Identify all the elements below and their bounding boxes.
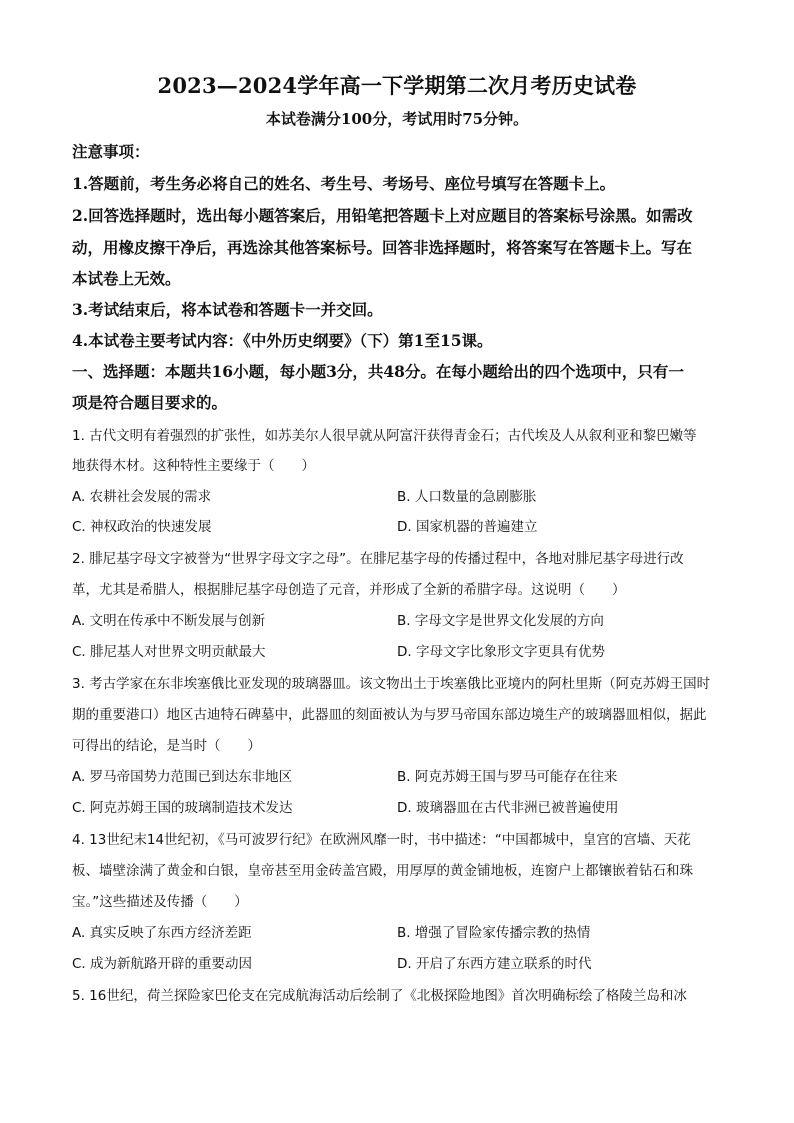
question-2-option-c: C. 腓尼基人对世界文明贡献最大 xyxy=(72,644,266,660)
question-3-line-2: 期的重要港口）地区古迪特石碑墓中，此器皿的刻面被认为与罗马帝国东部边境生产的玻璃器皿相似，据此 xyxy=(72,707,707,723)
question-1-option-b: B. 人口数量的急剧膨胀 xyxy=(397,489,537,505)
question-1-option-d: D. 国家机器的普遍建立 xyxy=(397,519,538,535)
question-3-option-b: B. 阿克苏姆王国与罗马可能存在往来 xyxy=(397,769,618,785)
question-3-line-1: 3. 考古学家在东非埃塞俄比亚发现的玻璃器皿。该文物出土于埃塞俄比亚境内的阿杜里斯（阿克苏姆王国时 xyxy=(72,676,711,692)
notice-item-2-line-3: 本试卷上无效。 xyxy=(72,269,181,288)
exam-subtitle: 本试卷满分100分，考试用时75分钟。 xyxy=(265,110,529,128)
question-3-line-3: 可得出的结论，是当时（ ） xyxy=(72,738,261,754)
question-4-line-1: 4. 13世纪末14世纪初，《马可波罗行纪》在欧洲风靡一时，书中描述：“中国都城中，皇宫的宫墙、天花 xyxy=(72,832,691,848)
question-1-line-1: 1. 古代文明有着强烈的扩张性，如苏美尔人很早就从阿富汗获得青金石；古代埃及人从叙利亚和黎巴嫩等 xyxy=(72,428,697,444)
question-4-option-c: C. 成为新航路开辟的重要动因 xyxy=(72,956,253,972)
question-3-option-d: D. 玻璃器皿在古代非洲已被普遍使用 xyxy=(397,800,619,816)
question-4-line-2: 板、墙壁涂满了黄金和白银，皇帝甚至用金砖盖宫殿，用厚厚的黄金铺地板，连窗户上都镶嵌着钻石和珠 xyxy=(72,863,693,879)
exam-title: 2023—2024学年高一下学期第二次月考历史试卷 xyxy=(157,73,637,98)
question-4-line-3: 宝。”这些描述及传播（ ） xyxy=(72,894,248,910)
question-1-line-2: 地获得木材。这种特性主要缘于（ ） xyxy=(72,458,315,474)
question-3-option-c: C. 阿克苏姆王国的玻璃制造技术发达 xyxy=(72,800,293,816)
section-heading-line-1: 一、选择题：本题共16小题，每小题3分，共48分。在每小题给出的四个选项中，只有一 xyxy=(72,362,684,381)
question-1-option-c: C. 神权政治的快速发展 xyxy=(72,519,212,535)
notice-item-2-line-1: 2.回答选择题时，选出每小题答案后，用铅笔把答题卡上对应题目的答案标号涂黑。如需改 xyxy=(72,206,693,225)
question-5-line-1: 5. 16世纪，荷兰探险家巴伦支在完成航海活动后绘制了《北极探险地图》首次明确标绘了格陵兰岛和冰 xyxy=(72,988,687,1004)
question-3-option-a: A. 罗马帝国势力范围已到达东非地区 xyxy=(72,769,293,785)
section-heading-line-2: 项是符合题目要求的。 xyxy=(72,393,228,412)
question-2-option-b: B. 字母文字是世界文化发展的方向 xyxy=(397,613,604,629)
question-2-option-d: D. 字母文字比象形文字更具有优势 xyxy=(397,644,605,660)
question-4-option-d: D. 开启了东西方建立联系的时代 xyxy=(397,956,592,972)
question-2-line-2: 革，尤其是希腊人，根据腓尼基字母创造了元音，并形成了全新的希腊字母。这说明（ ） xyxy=(72,582,626,598)
notice-item-4: 4.本试卷主要考试内容：《中外历史纲要》（下）第1至15课。 xyxy=(72,331,493,350)
notice-heading: 注意事项： xyxy=(72,142,150,161)
question-2-option-a: A. 文明在传承中不断发展与创新 xyxy=(72,613,266,629)
question-4-option-a: A. 真实反映了东西方经济差距 xyxy=(72,925,252,941)
notice-item-3: 3.考试结束后，将本试卷和答题卡一并交回。 xyxy=(72,300,383,319)
question-1-option-a: A. 农耕社会发展的需求 xyxy=(72,489,212,505)
question-2-line-1: 2. 腓尼基字母文字被誉为“世界字母文字之母”。在腓尼基字母的传播过程中，各地对腓尼基字母进行改 xyxy=(72,551,684,567)
question-4-option-b: B. 增强了冒险家传播宗教的热情 xyxy=(397,925,591,941)
notice-item-2-line-2: 动，用橡皮擦干净后，再选涂其他答案标号。回答非选择题时，将答案写在答题卡上。写在 xyxy=(72,238,693,257)
notice-item-1: 1.答题前，考生务必将自己的姓名、考生号、考场号、座位号填写在答题卡上。 xyxy=(72,174,616,193)
